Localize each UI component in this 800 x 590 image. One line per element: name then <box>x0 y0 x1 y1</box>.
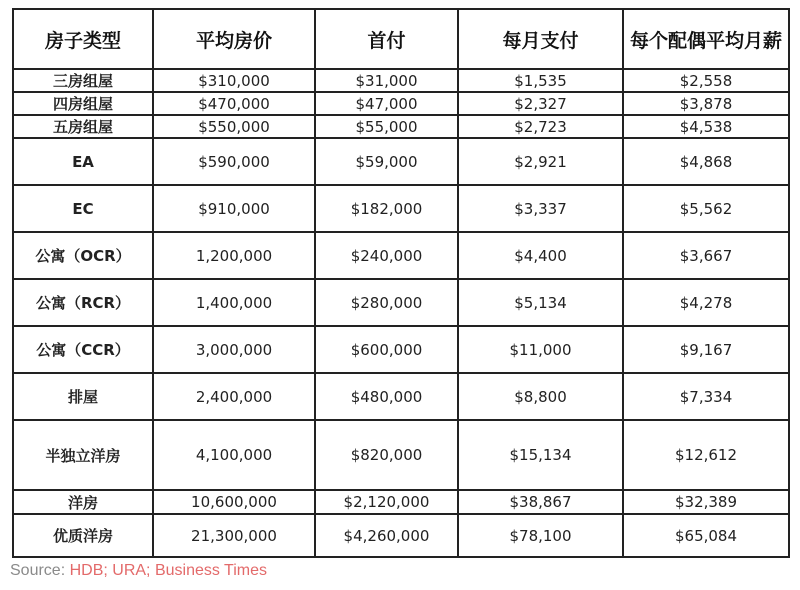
cell-average-price: 4,100,000 <box>153 420 315 490</box>
cell-down-payment: $182,000 <box>315 185 458 232</box>
cell-spouse-salary: $3,667 <box>623 232 789 279</box>
cell-house-type: 三房组屋 <box>13 69 153 92</box>
cell-average-price: 1,400,000 <box>153 279 315 326</box>
cell-average-price: $590,000 <box>153 138 315 185</box>
cell-monthly-payment: $2,921 <box>458 138 623 185</box>
cell-down-payment: $31,000 <box>315 69 458 92</box>
cell-house-type: 公寓（OCR） <box>13 232 153 279</box>
cell-monthly-payment: $78,100 <box>458 514 623 557</box>
header-monthly-payment: 每月支付 <box>458 9 623 69</box>
cell-spouse-salary: $7,334 <box>623 373 789 420</box>
cell-monthly-payment: $2,723 <box>458 115 623 138</box>
header-house-type: 房子类型 <box>13 9 153 69</box>
cell-house-type: 五房组屋 <box>13 115 153 138</box>
cell-house-type: 优质洋房 <box>13 514 153 557</box>
cell-spouse-salary: $2,558 <box>623 69 789 92</box>
table-row <box>13 326 789 373</box>
cell-spouse-salary: $65,084 <box>623 514 789 557</box>
housing-price-table <box>12 8 790 558</box>
cell-spouse-salary: $9,167 <box>623 326 789 373</box>
cell-monthly-payment: $38,867 <box>458 490 623 514</box>
cell-monthly-payment: $11,000 <box>458 326 623 373</box>
cell-house-type: 公寓（RCR） <box>13 279 153 326</box>
cell-down-payment: $4,260,000 <box>315 514 458 557</box>
cell-average-price: $310,000 <box>153 69 315 92</box>
cell-monthly-payment: $5,134 <box>458 279 623 326</box>
cell-down-payment: $480,000 <box>315 373 458 420</box>
cell-house-type: 半独立洋房 <box>13 420 153 490</box>
cell-average-price: 2,400,000 <box>153 373 315 420</box>
table-row <box>13 92 789 115</box>
cell-monthly-payment: $4,400 <box>458 232 623 279</box>
cell-average-price: $550,000 <box>153 115 315 138</box>
table-row <box>13 373 789 420</box>
cell-down-payment: $47,000 <box>315 92 458 115</box>
cell-monthly-payment: $2,327 <box>458 92 623 115</box>
cell-spouse-salary: $4,538 <box>623 115 789 138</box>
source-note <box>10 562 267 580</box>
cell-house-type: EA <box>13 138 153 185</box>
housing-price-table-container <box>12 8 788 558</box>
cell-spouse-salary: $4,868 <box>623 138 789 185</box>
cell-down-payment: $600,000 <box>315 326 458 373</box>
cell-spouse-salary: $12,612 <box>623 420 789 490</box>
cell-monthly-payment: $1,535 <box>458 69 623 92</box>
cell-down-payment: $59,000 <box>315 138 458 185</box>
cell-average-price: $470,000 <box>153 92 315 115</box>
cell-house-type: 排屋 <box>13 373 153 420</box>
table-row <box>13 115 789 138</box>
cell-average-price: 10,600,000 <box>153 490 315 514</box>
cell-down-payment: $55,000 <box>315 115 458 138</box>
source-text: HDB; URA; Business Times <box>69 562 267 579</box>
cell-spouse-salary: $5,562 <box>623 185 789 232</box>
table-row <box>13 514 789 557</box>
cell-house-type: 洋房 <box>13 490 153 514</box>
table-row <box>13 279 789 326</box>
header-spouse-salary: 每个配偶平均月薪 <box>623 9 789 69</box>
header-down-payment: 首付 <box>315 9 458 69</box>
cell-monthly-payment: $15,134 <box>458 420 623 490</box>
cell-spouse-salary: $4,278 <box>623 279 789 326</box>
header-average-price: 平均房价 <box>153 9 315 69</box>
source-label: Source: <box>10 562 70 579</box>
table-row <box>13 138 789 185</box>
cell-spouse-salary: $32,389 <box>623 490 789 514</box>
table-row <box>13 69 789 92</box>
header-row <box>13 9 789 69</box>
cell-monthly-payment: $8,800 <box>458 373 623 420</box>
cell-average-price: $910,000 <box>153 185 315 232</box>
cell-down-payment: $280,000 <box>315 279 458 326</box>
cell-average-price: 1,200,000 <box>153 232 315 279</box>
cell-down-payment: $240,000 <box>315 232 458 279</box>
cell-spouse-salary: $3,878 <box>623 92 789 115</box>
cell-house-type: 四房组屋 <box>13 92 153 115</box>
table-row <box>13 185 789 232</box>
cell-down-payment: $2,120,000 <box>315 490 458 514</box>
table-row <box>13 232 789 279</box>
cell-average-price: 21,300,000 <box>153 514 315 557</box>
cell-house-type: EC <box>13 185 153 232</box>
cell-house-type: 公寓（CCR） <box>13 326 153 373</box>
cell-down-payment: $820,000 <box>315 420 458 490</box>
table-row <box>13 420 789 490</box>
table-row <box>13 490 789 514</box>
cell-monthly-payment: $3,337 <box>458 185 623 232</box>
cell-average-price: 3,000,000 <box>153 326 315 373</box>
